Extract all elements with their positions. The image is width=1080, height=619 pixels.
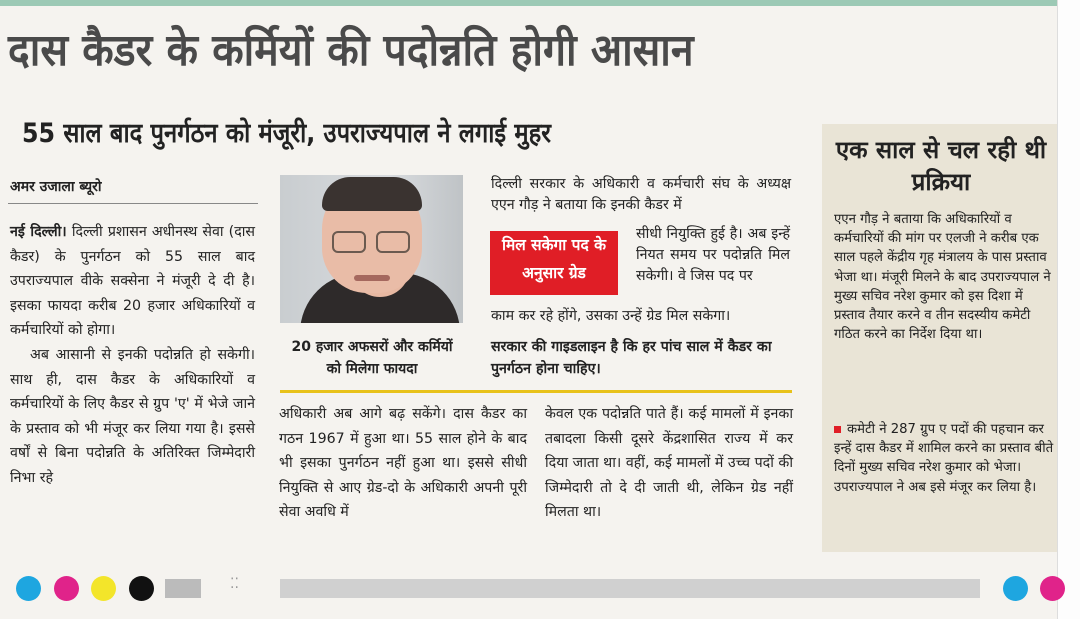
sidebar-body: एएन गौड़ ने बताया कि अधिकारियों व कर्मचारियों की मांग पर एलजी ने करीब एक साल पहले केंद्रीय गृह मंत्रालय के पास प्रस्ताव भेजा था। मंजूरी मिलने के बाद उपराज्यपाल ने मुख्य सचिव नरेश कुमार को इस दिशा में प्रस्ताव तैयार करने व तीन सदस्यीय कमेटी गठित करने का निर्देश दिया था। [834, 212, 1051, 343]
photo-caption: 20 हजार अफसरों और कर्मियों को मिलेगा फायदा [291, 339, 453, 377]
portrait-photo [280, 175, 463, 323]
byline: अमर उजाला ब्यूरो [10, 179, 102, 195]
sidebar-title: एक साल से चल रही थी प्रक्रिया [835, 136, 1047, 196]
column-2-right-text: सीधी नियुक्ति हुई है। अब इन्हें नियत समय पर पदोन्नति मिल सकेगी। वे जिस पद पर [636, 226, 790, 284]
article-paragraph-2: अब आसानी से इनकी पदोन्नति हो सकेगी। साथ ही, दास कैडर के अधिकारियों व कर्मचारियों के लिए कैडर से ग्रुप 'ए' में भेजे जाने के प्रस्ताव को भी मंजूर कर लिया गया है। इससे वर्षों से बिना पदोन्नति के अतिरिक्त जिम्मेदारी निभा रहे [10, 346, 255, 486]
print-registration-marks [0, 566, 1080, 614]
column-2-bottom-text: काम कर रहे होंगे, उसका उन्हें ग्रेड मिल सकेगा। [491, 308, 731, 324]
article-column-2-top [491, 174, 791, 216]
gray-swatch [165, 579, 201, 598]
dateline: नई दिल्ली। [10, 224, 67, 240]
article-column-4: केवल एक पदोन्नति पाते हैं। कई मामलों में इनका तबादला किसी दूसरे केंद्रशासित राज्य में कर दिया जाता था। वहीं, कई मामलों में उच्च पदों की जिम्मेदारी तो दे दी जाती थी, लेकिन ग्रेड नहीं मिलता था। [545, 406, 793, 521]
sidebar-box [822, 124, 1060, 552]
subheadline: 55 साल बाद पुनर्गठन को मंजूरी, उपराज्यपाल ने लगाई मुहर [22, 118, 551, 149]
gray-strip [280, 579, 980, 598]
top-color-bar [0, 0, 1058, 6]
pull-quote: सरकार की गाइडलाइन है कि हर पांच साल में कैडर का पुनर्गठन होना चाहिए। [491, 339, 772, 377]
headline: दास कैडर के कर्मियों की पदोन्नति होगी आसान [8, 25, 694, 76]
byline-divider [8, 203, 258, 204]
registration-mark-icon: ⁚⁚ [230, 576, 239, 592]
black-dot [129, 576, 154, 601]
page-edge [1057, 0, 1080, 619]
paragraph-1-text: दिल्ली प्रशासन अधीनस्थ सेवा (दास कैडर) के पुनर्गठन को 55 साल बाद उपराज्यपाल वीके सक्सेना ने मंजूरी दे दी है। इसका फायदा करीब 20 हजार अधिकारियों व कर्मचारियों को होगा। [10, 224, 256, 339]
yellow-divider [280, 390, 792, 393]
cyan-dot-right [1003, 576, 1028, 601]
column-2-intro: दिल्ली सरकार के अधिकारी व कर्मचारी संघ के अध्यक्ष एएन गौड़ ने बताया कि इनकी कैडर में [491, 176, 791, 213]
article-column-3: अधिकारी अब आगे बढ़ सकेंगे। दास कैडर का गठन 1967 में हुआ था। 55 साल होने के बाद भी इसका पुनर्गठन नहीं हुआ था। इससे सीधी नियुक्ति से आए ग्रेड-दो के अधिकारी अपनी पूरी सेवा अवधि में [279, 406, 527, 521]
sidebar-bullet-text: कमेटी ने 287 ग्रुप ए पदों की पहचान कर इन्हें दास कैडर में शामिल करने का प्रस्ताव बीते दिनों मुख्य सचिव नरेश कुमार को भेजा। उपराज्यपाल ने अब इसे मंजूर कर लिया है। [834, 422, 1054, 495]
magenta-dot-right [1040, 576, 1065, 601]
article-column-1 [10, 220, 255, 491]
sidebar-bullet [834, 420, 1054, 497]
highlight-box: मिल सकेगा पद के अनुसार ग्रेड [490, 231, 618, 295]
magenta-dot [54, 576, 79, 601]
article-paragraph-1 [10, 220, 255, 343]
bullet-square-icon [834, 426, 841, 433]
cyan-dot [16, 576, 41, 601]
yellow-dot [91, 576, 116, 601]
